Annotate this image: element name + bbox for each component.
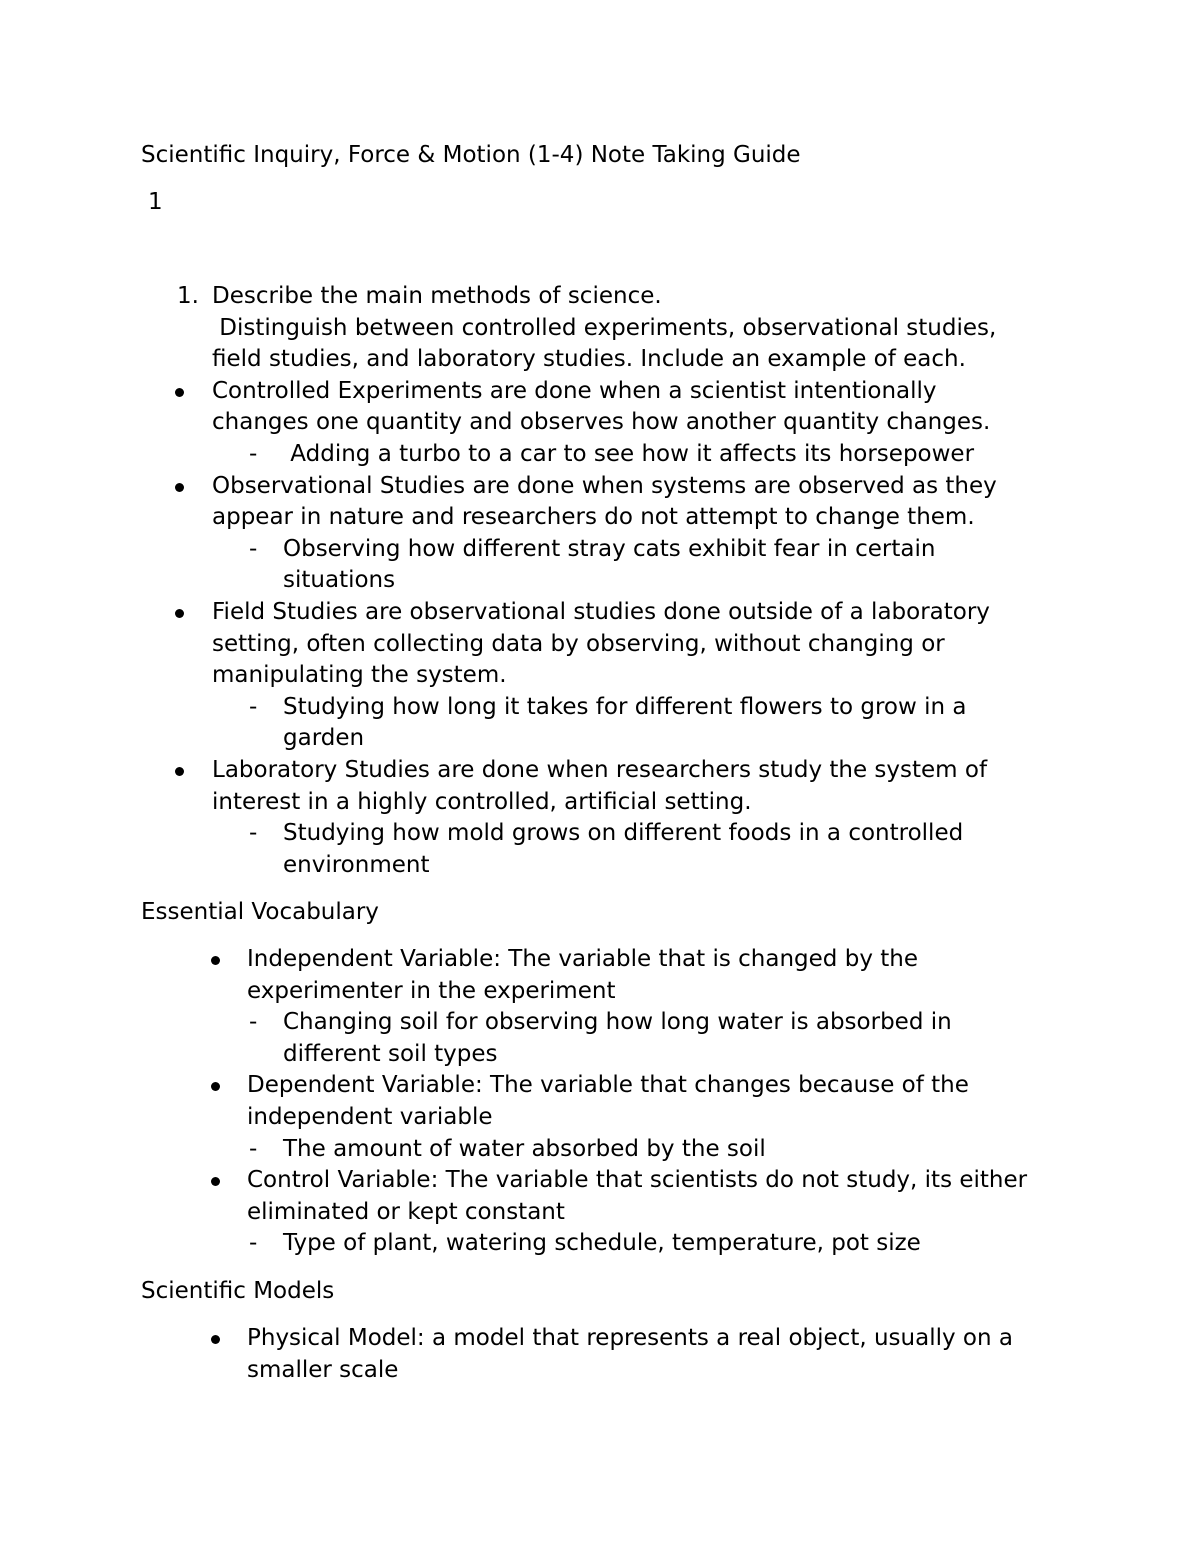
bullet-icon <box>211 1177 220 1186</box>
list-item-continuation <box>0 787 1200 819</box>
dash-icon: - <box>249 693 258 720</box>
section-models <box>0 1323 1200 1386</box>
example-continuation <box>0 723 1200 755</box>
list-item-text: Dependent Variable: The variable that changes because of the <box>247 1072 969 1099</box>
example-text: The amount of water absorbed by the soil <box>283 1135 766 1162</box>
list-item-text: changes one quantity and observes how another quantity changes. <box>212 409 991 436</box>
example-continuation <box>0 1039 1200 1071</box>
dash-icon: - <box>249 1135 258 1162</box>
list-item-continuation <box>0 660 1200 692</box>
example-text: Observing how different stray cats exhibit fear in certain <box>283 535 936 562</box>
bullet-icon <box>175 483 184 492</box>
list-item-continuation <box>0 1197 1200 1229</box>
list-item <box>0 1323 1200 1355</box>
page-number: 1 <box>148 189 163 215</box>
list-item-continuation <box>0 976 1200 1008</box>
list-item <box>0 597 1200 629</box>
list-item-text: appear in nature and researchers do not attempt to change them. <box>212 504 975 531</box>
models-heading: Scientific Models <box>141 1278 335 1304</box>
document-title: Scientific Inquiry, Force & Motion (1-4) Note Taking Guide <box>141 142 801 168</box>
list-item-text: Physical Model: a model that represents a real object, usually on a <box>247 1325 1013 1351</box>
question-line-row <box>0 313 1200 345</box>
list-item-text: Laboratory Studies are done when researchers study the system of <box>212 756 988 783</box>
example-text: garden <box>283 725 365 752</box>
example-item <box>0 534 1200 566</box>
list-item-text: smaller scale <box>247 1356 399 1383</box>
list-item-continuation <box>0 407 1200 439</box>
list-item <box>0 1070 1200 1102</box>
list-item <box>0 376 1200 408</box>
list-item-text: setting, often collecting data by observing, without changing or <box>212 630 945 657</box>
example-item <box>0 1134 1200 1166</box>
bullet-icon <box>211 956 220 965</box>
question-line-row <box>0 344 1200 376</box>
example-text: Studying how long it takes for different flowers to grow in a <box>283 693 967 720</box>
list-number: 1. <box>177 283 199 309</box>
list-item <box>0 471 1200 503</box>
list-item <box>0 1165 1200 1197</box>
bullet-icon <box>175 388 184 397</box>
example-item <box>0 1007 1200 1039</box>
list-item <box>0 944 1200 976</box>
section-vocabulary <box>0 944 1200 1260</box>
bullet-icon <box>175 767 184 776</box>
list-item-continuation <box>0 1355 1200 1387</box>
example-text: Changing soil for observing how long water is absorbed in <box>283 1009 952 1036</box>
dash-icon: - <box>249 535 258 562</box>
dash-icon: - <box>249 1009 258 1036</box>
example-item <box>0 1228 1200 1260</box>
example-continuation <box>0 850 1200 882</box>
dash-icon: - <box>249 820 258 847</box>
list-item-text: Controlled Experiments are done when a scientist intentionally <box>212 377 937 404</box>
vocabulary-heading: Essential Vocabulary <box>141 899 379 925</box>
question-line: Describe the main methods of science. <box>212 283 662 309</box>
list-item-text: Observational Studies are done when systems are observed as they <box>212 472 997 499</box>
list-item-text: eliminated or kept constant <box>247 1198 565 1225</box>
question-line: field studies, and laboratory studies. Include an example of each. <box>212 346 966 373</box>
example-text: different soil types <box>283 1040 498 1067</box>
list-item-continuation <box>0 502 1200 534</box>
list-item-text: Independent Variable: The variable that is changed by the <box>247 946 918 972</box>
list-item-continuation <box>0 1102 1200 1134</box>
list-item-continuation <box>0 629 1200 661</box>
example-text: situations <box>283 567 396 594</box>
example-item <box>0 818 1200 850</box>
example-item <box>0 439 1200 471</box>
list-item-text: Field Studies are observational studies done outside of a laboratory <box>212 598 990 625</box>
bullet-icon <box>175 609 184 618</box>
list-item-text: experimenter in the experiment <box>247 977 616 1004</box>
example-continuation <box>0 565 1200 597</box>
example-text: Studying how mold grows on different foods in a controlled <box>283 820 964 847</box>
example-text: Type of plant, watering schedule, temperature, pot size <box>283 1230 921 1257</box>
list-item <box>0 755 1200 787</box>
list-item-text: Control Variable: The variable that scientists do not study, its either <box>247 1167 1028 1194</box>
dash-icon: - <box>249 1230 258 1257</box>
dash-icon: - <box>249 440 258 467</box>
example-item <box>0 692 1200 724</box>
question-line: Distinguish between controlled experiments, observational studies, <box>212 314 997 341</box>
list-item-text: interest in a highly controlled, artificial setting. <box>212 788 752 815</box>
numbered-question <box>0 281 1200 313</box>
section-methods <box>0 281 1200 881</box>
bullet-icon <box>211 1335 220 1344</box>
list-item-text: manipulating the system. <box>212 662 507 689</box>
bullet-icon <box>211 1082 220 1091</box>
list-item-text: independent variable <box>247 1103 493 1130</box>
example-text: environment <box>283 851 430 878</box>
example-text: Adding a turbo to a car to see how it affects its horsepower <box>283 440 975 467</box>
